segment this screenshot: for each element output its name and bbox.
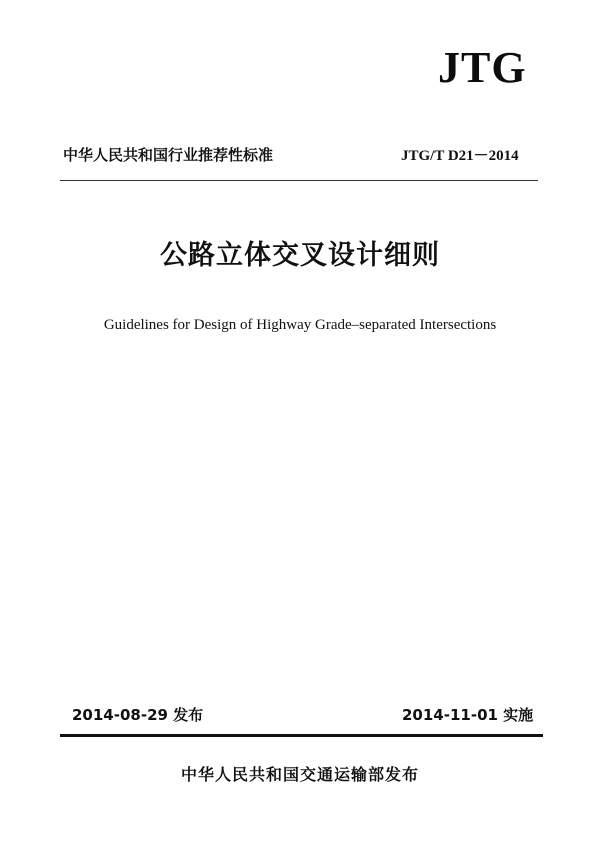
issue-date: 2014-08-29 发布 <box>72 706 204 724</box>
publisher: 中华人民共和国交通运输部发布 <box>180 765 419 784</box>
implementation-date: 2014-11-01 实施 <box>402 706 534 724</box>
document-title-english: Guidelines for Design of Highway Grade–separated Intersections <box>103 317 497 333</box>
standard-category: 中华人民共和国行业推荐性标准 <box>63 146 274 164</box>
jtg-logo: JTG <box>438 43 527 92</box>
standard-code: JTG/T D21－2014 <box>401 148 519 164</box>
bottom-divider <box>60 734 543 737</box>
document-title-chinese: 公路立体交叉设计细则 <box>160 240 440 271</box>
top-divider <box>60 180 538 181</box>
